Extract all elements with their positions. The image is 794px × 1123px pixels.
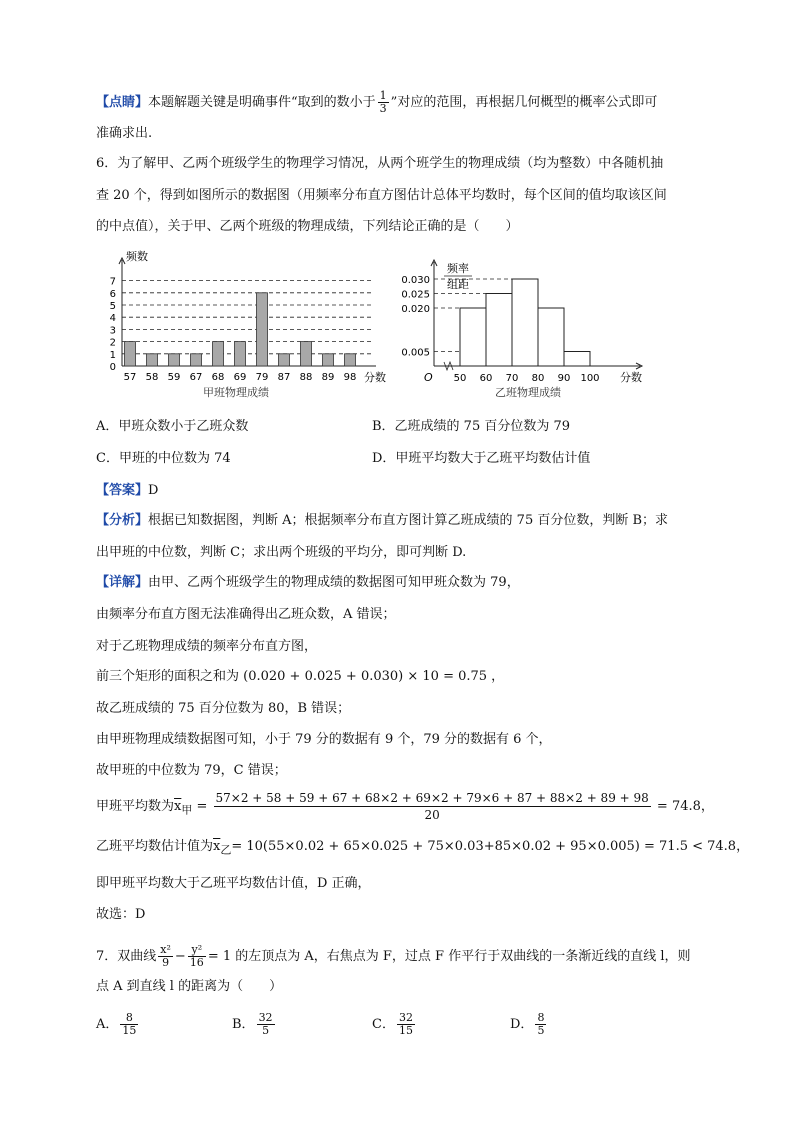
- x-tick-label: 89: [321, 372, 335, 383]
- q6-detail-7: 故甲班的中位数为 79，C 错误；: [96, 763, 287, 778]
- y-tick-label: 0.030: [401, 275, 430, 286]
- x-tick-label: 100: [580, 373, 600, 384]
- q6-option-b: B．乙班成绩的 75 百分位数为 79: [372, 419, 571, 434]
- x-tick-label: 79: [255, 372, 269, 383]
- x-tick-label: 70: [505, 373, 519, 384]
- q6-detail-5: 故乙班成绩的 75 百分位数为 80，B 错误；: [96, 701, 351, 716]
- q7-stem-1: 7．双曲线 $\frac{\text{x²}}{9}$ − $\frac{\text{y²}}{16}$ = 1 的左顶点为 A，右焦点为 F，过点 F 作平行于双曲线的一条渐近线的直线 l，则: [96, 943, 691, 969]
- bar-57: [125, 342, 136, 366]
- y-tick-label: 3: [109, 325, 116, 337]
- bar-80: [538, 308, 564, 366]
- bar-98: [345, 354, 356, 366]
- axis-break: [444, 362, 453, 370]
- origin-label: O: [424, 371, 433, 384]
- bar-88: [301, 342, 312, 366]
- y-tick-label: 0.020: [401, 304, 430, 315]
- bar-68: [213, 342, 224, 366]
- y-tick-label: 4: [109, 313, 116, 325]
- y-tick-label: 6: [109, 288, 116, 300]
- q6-stem-1: 6．为了解甲、乙两个班级学生的物理学习情况，从两个班学生的物理成绩（均为整数）中各随机抽: [96, 156, 664, 171]
- bar-58: [147, 354, 158, 366]
- q7-stem-2: 点 A 到直线 l 的距离为（ ）: [96, 979, 283, 994]
- y-tick-label: 2: [109, 337, 116, 349]
- x-tick-label: 68: [211, 372, 225, 383]
- bar-60: [486, 294, 512, 367]
- bar-89: [323, 354, 334, 366]
- y-tick-label: 5: [109, 301, 116, 312]
- y-axis-label: 频数: [126, 250, 148, 263]
- q7-option-a: A． $\frac{8}{15}$: [96, 1011, 137, 1037]
- bar-50: [460, 308, 486, 366]
- x-tick-label: 98: [343, 372, 357, 383]
- bar-59: [169, 354, 180, 366]
- bar-67: [191, 354, 202, 366]
- x-tick-label: 67: [189, 372, 203, 383]
- q6-option-c: C．甲班的中位数为 74: [96, 451, 231, 466]
- y-label-bottom: 组距: [447, 278, 469, 291]
- tip-fraction: $\frac{1}{3}$: [379, 89, 387, 115]
- q7-option-c: C． $\frac{32}{15}$: [372, 1011, 413, 1037]
- q7-option-d: D． $\frac{8}{5}$: [510, 1011, 545, 1037]
- x-tick-label: 50: [453, 373, 467, 384]
- bar-79: [257, 293, 268, 366]
- tip-text-a: 本题解题关键是明确事件“取到的数小于: [148, 95, 376, 110]
- y-label-top: 频率: [447, 262, 469, 275]
- q6-analysis-1: 【分析】根据已知数据图，判断 A；根据频率分布直方图计算乙班成绩的 75 百分位数，判断 B；求: [96, 513, 669, 528]
- q6-detail-3: 对于乙班物理成绩的频率分布直方图，: [96, 639, 318, 654]
- y-tick-label: 7: [109, 276, 116, 288]
- q6-detail-9: 乙班平均数估计值为$\overline{x}_乙= 10(55\times 0.02 + 65\times 0.025 + 75\times 0.03+85\times 0.02 + 95\times 0.005) = 71.5 < 74.8$，: [96, 839, 750, 857]
- q6-detail-8: 甲班平均数为$\overline{x}_甲$ = 57×2 + 58 + 59 + 67 + 68×2 + 69×2 + 79×6 + 87 + 88×2 + 89 + 98 20 = 74.8，: [96, 791, 714, 822]
- tip-line-1: [96, 90, 657, 115]
- q6-detail-1: 【详解】由甲、乙两个班级学生的物理成绩的数据图可知甲班众数为 79，: [96, 575, 520, 590]
- bar-90: [564, 352, 590, 367]
- q6-analysis-2: 出甲班的中位数，判断 C；求出两个班级的平均分，即可判断 D.: [96, 545, 467, 560]
- q6-detail-4: 前三个矩形的面积之和为 (0.020 + 0.025 + 0.030) × 10 = 0.75 ，: [96, 669, 505, 684]
- q6-detail-11: 故选：D: [96, 907, 146, 922]
- y-tick-label: 0.005: [401, 347, 430, 359]
- q6-detail-2: 由频率分布直方图无法准确得出乙班众数，A 错误；: [96, 607, 396, 622]
- y-tick-label: 0.025: [401, 289, 430, 301]
- q7-option-b: B． $\frac{32}{5}$: [232, 1011, 273, 1037]
- q6-detail-6: 由甲班物理成绩数据图可知，小于 79 分的数据有 9 个，79 分的数据有 6 个，: [96, 732, 552, 747]
- x-tick-label: 60: [479, 373, 493, 384]
- bar-70: [512, 279, 538, 366]
- chart-title: 甲班物理成绩: [203, 386, 269, 399]
- bar-69: [235, 342, 246, 366]
- x-tick-label: 87: [277, 372, 291, 383]
- chart-jia-frequency: [96, 248, 386, 400]
- x-tick-label: 88: [299, 372, 313, 383]
- q6-stem-2: 查 20 个，得到如图所示的数据图（用频率分布直方图估计总体平均数时，每个区间的值均取该区间: [96, 188, 667, 203]
- x-tick-label: 58: [145, 372, 159, 383]
- x-tick-label: 80: [531, 373, 545, 384]
- y-tick-label: 1: [109, 349, 116, 361]
- q6-option-d: D．甲班平均数大于乙班平均数估计值: [372, 451, 591, 466]
- x-tick-label: 90: [557, 373, 571, 384]
- q6-detail-10: 即甲班平均数大于乙班平均数估计值，D 正确，: [96, 876, 371, 891]
- x-axis-label: 分数: [620, 371, 642, 384]
- q6-option-a: A．甲班众数小于乙班众数: [96, 419, 249, 434]
- q6-answer: 【答案】D: [96, 483, 159, 498]
- x-tick-label: 57: [123, 372, 137, 383]
- y-tick-label: 0: [109, 362, 116, 373]
- tip-text-b: ”对应的范围，再根据几何概型的概率公式即可: [390, 95, 658, 110]
- chart-yi-histogram: [392, 258, 656, 400]
- tip-line-2: 准确求出.: [96, 126, 153, 141]
- x-axis-label: 分数: [364, 371, 386, 384]
- q6-stem-3: 的中点值），关于甲、乙两个班级的物理成绩，下列结论正确的是（ ）: [96, 219, 519, 234]
- chart-title: 乙班物理成绩: [495, 386, 561, 399]
- x-tick-label: 69: [233, 372, 247, 383]
- tip-tag: 【点睛】: [96, 95, 149, 110]
- bar-87: [279, 354, 290, 366]
- x-tick-label: 59: [167, 372, 181, 383]
